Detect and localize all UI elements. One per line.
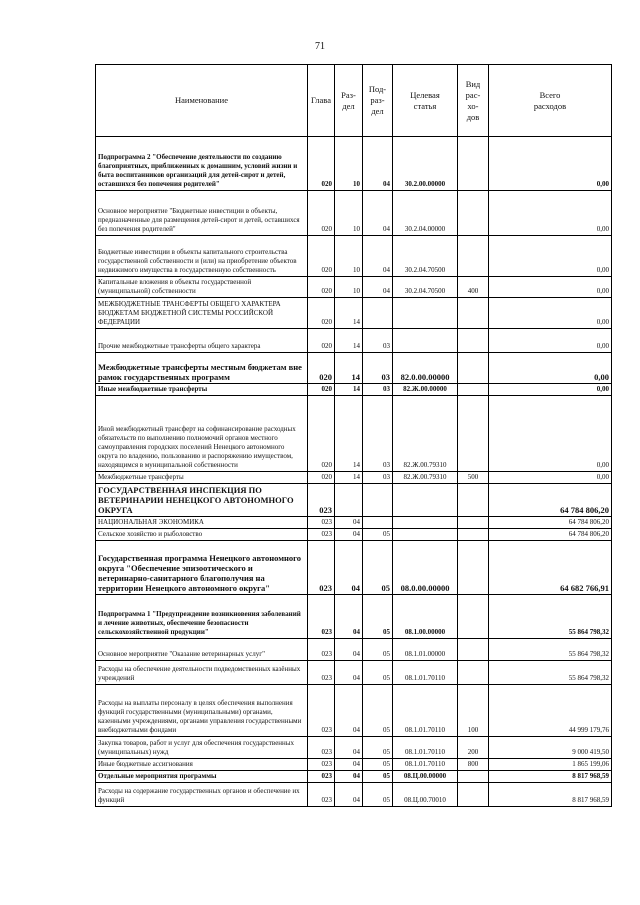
row-podrazdel: 05 xyxy=(363,737,393,759)
row-podrazdel: 03 xyxy=(363,353,393,384)
row-name: Иные бюджетные ассигнования xyxy=(96,759,308,771)
row-glava: 020 xyxy=(308,384,335,396)
header-name: Наименование xyxy=(96,65,308,137)
row-expense-type xyxy=(458,484,489,517)
row-target-article: 30.2.00.00000 xyxy=(393,137,458,191)
row-glava: 020 xyxy=(308,137,335,191)
header-podrazdel: Под- раз- дел xyxy=(363,65,393,137)
row-glava: 020 xyxy=(308,298,335,329)
row-amount: 64 784 806,20 xyxy=(489,517,612,529)
header-glava: Глава xyxy=(308,65,335,137)
table-row xyxy=(96,737,612,759)
row-expense-type xyxy=(458,191,489,236)
row-razdel: 10 xyxy=(335,277,363,298)
row-name: Государственная программа Ненецкого автономного округа "Обеспечение эпизоотического и ветеринарно-санитарного благополучия на территории Ненецкого автономного округа" xyxy=(96,541,308,595)
row-expense-type xyxy=(458,541,489,595)
row-expense-type xyxy=(458,298,489,329)
row-glava: 023 xyxy=(308,685,335,737)
row-expense-type: 800 xyxy=(458,759,489,771)
row-amount: 8 817 968,59 xyxy=(489,771,612,783)
table-row xyxy=(96,771,612,783)
row-razdel: 10 xyxy=(335,191,363,236)
row-expense-type xyxy=(458,661,489,685)
row-podrazdel: 04 xyxy=(363,277,393,298)
row-razdel: 10 xyxy=(335,137,363,191)
row-expense-type xyxy=(458,771,489,783)
row-razdel: 04 xyxy=(335,661,363,685)
row-amount: 0,00 xyxy=(489,384,612,396)
row-podrazdel: 05 xyxy=(363,759,393,771)
row-glava: 023 xyxy=(308,759,335,771)
table-row xyxy=(96,529,612,541)
row-target-article: 82.Ж.00.00000 xyxy=(393,384,458,396)
row-glava: 023 xyxy=(308,484,335,517)
row-name: Бюджетные инвестиции в объекты капитального строительства государственной собственности и (или) на приобретение объектов недвижимого имущества в государственную собственность xyxy=(96,236,308,277)
row-razdel: 04 xyxy=(335,759,363,771)
row-razdel xyxy=(335,484,363,517)
table-body xyxy=(96,137,612,807)
row-expense-type: 200 xyxy=(458,737,489,759)
row-podrazdel xyxy=(363,298,393,329)
row-name: Подпрограмма 2 "Обеспечение деятельности по созданию благоприятных, приближенных к домашним, условий жизни и быта воспитанников организаций для детей-сирот и детей, оставшихся без попечения родителей" xyxy=(96,137,308,191)
row-glava: 023 xyxy=(308,529,335,541)
header-row xyxy=(96,65,612,137)
row-amount: 0,00 xyxy=(489,191,612,236)
row-glava: 023 xyxy=(308,541,335,595)
row-glava: 020 xyxy=(308,191,335,236)
row-name: МЕЖБЮДЖЕТНЫЕ ТРАНСФЕРТЫ ОБЩЕГО ХАРАКТЕРА БЮДЖЕТАМ БЮДЖЕТНОЙ СИСТЕМЫ РОССИЙСКОЙ ФЕДЕРАЦИИ xyxy=(96,298,308,329)
row-razdel: 04 xyxy=(335,737,363,759)
header-expense-type: Вид рас- хо- дов xyxy=(458,65,489,137)
row-amount: 64 784 806,20 xyxy=(489,529,612,541)
row-amount: 64 682 766,91 xyxy=(489,541,612,595)
row-name: Межбюджетные трансферты xyxy=(96,472,308,484)
row-amount: 0,00 xyxy=(489,396,612,472)
table-row xyxy=(96,396,612,472)
header-target-article: Целевая статья xyxy=(393,65,458,137)
row-expense-type: 400 xyxy=(458,277,489,298)
row-razdel: 14 xyxy=(335,298,363,329)
row-amount: 0,00 xyxy=(489,353,612,384)
row-amount: 0,00 xyxy=(489,472,612,484)
table-row xyxy=(96,236,612,277)
table-row xyxy=(96,472,612,484)
row-glava: 020 xyxy=(308,353,335,384)
row-target-article xyxy=(393,329,458,353)
table-row xyxy=(96,783,612,807)
row-podrazdel: 05 xyxy=(363,595,393,639)
table-row xyxy=(96,517,612,529)
table-row xyxy=(96,384,612,396)
table-row xyxy=(96,137,612,191)
row-podrazdel: 05 xyxy=(363,529,393,541)
row-podrazdel: 03 xyxy=(363,396,393,472)
row-name: Закупка товаров, работ и услуг для обеспечения государственных (муниципальных) нужд xyxy=(96,737,308,759)
row-glava: 020 xyxy=(308,329,335,353)
row-target-article: 08.1.00.00000 xyxy=(393,595,458,639)
row-podrazdel: 03 xyxy=(363,329,393,353)
row-target-article xyxy=(393,517,458,529)
table-row xyxy=(96,329,612,353)
row-razdel: 04 xyxy=(335,517,363,529)
row-razdel: 14 xyxy=(335,472,363,484)
row-amount: 1 865 199,06 xyxy=(489,759,612,771)
row-target-article: 08.0.00.00000 xyxy=(393,541,458,595)
table-row xyxy=(96,484,612,517)
table-row xyxy=(96,277,612,298)
row-razdel: 04 xyxy=(335,529,363,541)
row-target-article xyxy=(393,298,458,329)
row-target-article: 30.2.04.70500 xyxy=(393,277,458,298)
row-amount: 64 784 806,20 xyxy=(489,484,612,517)
row-name: Капитальные вложения в объекты государственной (муниципальной) собственности xyxy=(96,277,308,298)
row-razdel: 04 xyxy=(335,639,363,661)
row-target-article xyxy=(393,484,458,517)
row-podrazdel xyxy=(363,484,393,517)
row-amount: 55 864 798,32 xyxy=(489,661,612,685)
row-amount: 0,00 xyxy=(489,277,612,298)
row-podrazdel: 04 xyxy=(363,191,393,236)
row-podrazdel: 03 xyxy=(363,384,393,396)
row-expense-type xyxy=(458,517,489,529)
row-razdel: 04 xyxy=(335,595,363,639)
row-podrazdel: 05 xyxy=(363,685,393,737)
table-row xyxy=(96,759,612,771)
row-expense-type: 500 xyxy=(458,472,489,484)
row-glava: 023 xyxy=(308,595,335,639)
table-row xyxy=(96,191,612,236)
page-number: 71 xyxy=(315,41,325,52)
row-expense-type xyxy=(458,639,489,661)
row-podrazdel: 05 xyxy=(363,783,393,807)
row-name: Подпрограмма 1 "Предупреждение возникновения заболеваний и лечение животных, обеспечение безопасности сельскохозяйственной продукции" xyxy=(96,595,308,639)
row-amount: 44 999 179,76 xyxy=(489,685,612,737)
row-razdel: 14 xyxy=(335,384,363,396)
row-podrazdel xyxy=(363,517,393,529)
row-target-article: 30.2.04.70500 xyxy=(393,236,458,277)
row-glava: 023 xyxy=(308,639,335,661)
row-name: ГОСУДАРСТВЕННАЯ ИНСПЕКЦИЯ ПО ВЕТЕРИНАРИИ НЕНЕЦКОГО АВТОНОМНОГО ОКРУГА xyxy=(96,484,308,517)
row-podrazdel: 04 xyxy=(363,137,393,191)
row-glava: 023 xyxy=(308,771,335,783)
header-total: Всего расходов xyxy=(489,65,612,137)
row-podrazdel: 03 xyxy=(363,472,393,484)
row-expense-type xyxy=(458,329,489,353)
row-razdel: 04 xyxy=(335,783,363,807)
row-name: Расходы на обеспечение деятельности подведомственных казённых учреждений xyxy=(96,661,308,685)
row-glava: 023 xyxy=(308,783,335,807)
row-razdel: 10 xyxy=(335,236,363,277)
table-row xyxy=(96,639,612,661)
row-razdel: 04 xyxy=(335,685,363,737)
row-razdel: 14 xyxy=(335,353,363,384)
header-razdel: Раз- дел xyxy=(335,65,363,137)
row-glava: 023 xyxy=(308,517,335,529)
row-razdel: 04 xyxy=(335,771,363,783)
table-row xyxy=(96,541,612,595)
row-razdel: 14 xyxy=(335,329,363,353)
row-podrazdel: 04 xyxy=(363,236,393,277)
row-target-article: 08.1.01.70110 xyxy=(393,661,458,685)
budget-table xyxy=(95,64,612,807)
row-glava: 023 xyxy=(308,661,335,685)
row-amount: 0,00 xyxy=(489,137,612,191)
row-expense-type xyxy=(458,529,489,541)
row-expense-type xyxy=(458,353,489,384)
row-expense-type xyxy=(458,137,489,191)
row-amount: 55 864 798,32 xyxy=(489,595,612,639)
row-name: Прочие межбюджетные трансферты общего характера xyxy=(96,329,308,353)
row-target-article: 08.Ц.00.00000 xyxy=(393,771,458,783)
row-name: Иной межбюджетный трансферт на софинансирование расходных обязательств по выполнению полномочий органов местного самоуправления городских поселений Ненецкого автономного округа по владению, пользованию и распоряжению имуществом, находящимся в муниципальной собственности xyxy=(96,396,308,472)
row-amount: 0,00 xyxy=(489,329,612,353)
row-name: Сельское хозяйство и рыболовство xyxy=(96,529,308,541)
row-podrazdel: 05 xyxy=(363,639,393,661)
row-amount: 55 864 798,32 xyxy=(489,639,612,661)
row-target-article: 08.Ц.00.70010 xyxy=(393,783,458,807)
row-name: НАЦИОНАЛЬНАЯ ЭКОНОМИКА xyxy=(96,517,308,529)
row-target-article: 08.1.01.70110 xyxy=(393,759,458,771)
table-row xyxy=(96,353,612,384)
row-expense-type xyxy=(458,384,489,396)
row-name: Расходы на содержание государственных органов и обеспечение их функций xyxy=(96,783,308,807)
row-podrazdel: 05 xyxy=(363,661,393,685)
row-amount: 0,00 xyxy=(489,236,612,277)
row-name: Межбюджетные трансферты местным бюджетам вне рамок государственных программ xyxy=(96,353,308,384)
row-podrazdel: 05 xyxy=(363,771,393,783)
table-row xyxy=(96,298,612,329)
row-name: Иные межбюджетные трансферты xyxy=(96,384,308,396)
row-target-article: 08.1.01.70110 xyxy=(393,685,458,737)
row-expense-type xyxy=(458,783,489,807)
row-target-article: 82.Ж.00.79310 xyxy=(393,396,458,472)
row-razdel: 04 xyxy=(335,541,363,595)
table-row xyxy=(96,595,612,639)
row-target-article: 08.1.01.00000 xyxy=(393,639,458,661)
row-amount: 8 817 968,59 xyxy=(489,783,612,807)
row-amount: 0,00 xyxy=(489,298,612,329)
row-target-article: 30.2.04.00000 xyxy=(393,191,458,236)
row-glava: 023 xyxy=(308,737,335,759)
row-glava: 020 xyxy=(308,472,335,484)
table-row xyxy=(96,661,612,685)
row-glava: 020 xyxy=(308,236,335,277)
row-target-article: 82.0.00.00000 xyxy=(393,353,458,384)
row-expense-type xyxy=(458,396,489,472)
row-name: Основное мероприятие "Бюджетные инвестиции в объекты, предназначенные для размещения детей-сирот и детей, оставшихся без попечения родителей" xyxy=(96,191,308,236)
row-glava: 020 xyxy=(308,277,335,298)
row-razdel: 14 xyxy=(335,396,363,472)
row-target-article: 08.1.01.70110 xyxy=(393,737,458,759)
row-expense-type: 100 xyxy=(458,685,489,737)
row-name: Расходы на выплаты персоналу в целях обеспечения выполнения функций государственными (муниципальными) органами, казенными учреждениями, органами управления государственными внебюджетными фондами xyxy=(96,685,308,737)
row-target-article: 82.Ж.00.79310 xyxy=(393,472,458,484)
row-target-article xyxy=(393,529,458,541)
row-podrazdel: 05 xyxy=(363,541,393,595)
row-name: Отдельные мероприятия программы xyxy=(96,771,308,783)
table-row xyxy=(96,685,612,737)
row-amount: 9 000 419,50 xyxy=(489,737,612,759)
row-glava: 020 xyxy=(308,396,335,472)
row-expense-type xyxy=(458,236,489,277)
row-name: Основное мероприятие "Оказание ветеринарных услуг" xyxy=(96,639,308,661)
row-expense-type xyxy=(458,595,489,639)
